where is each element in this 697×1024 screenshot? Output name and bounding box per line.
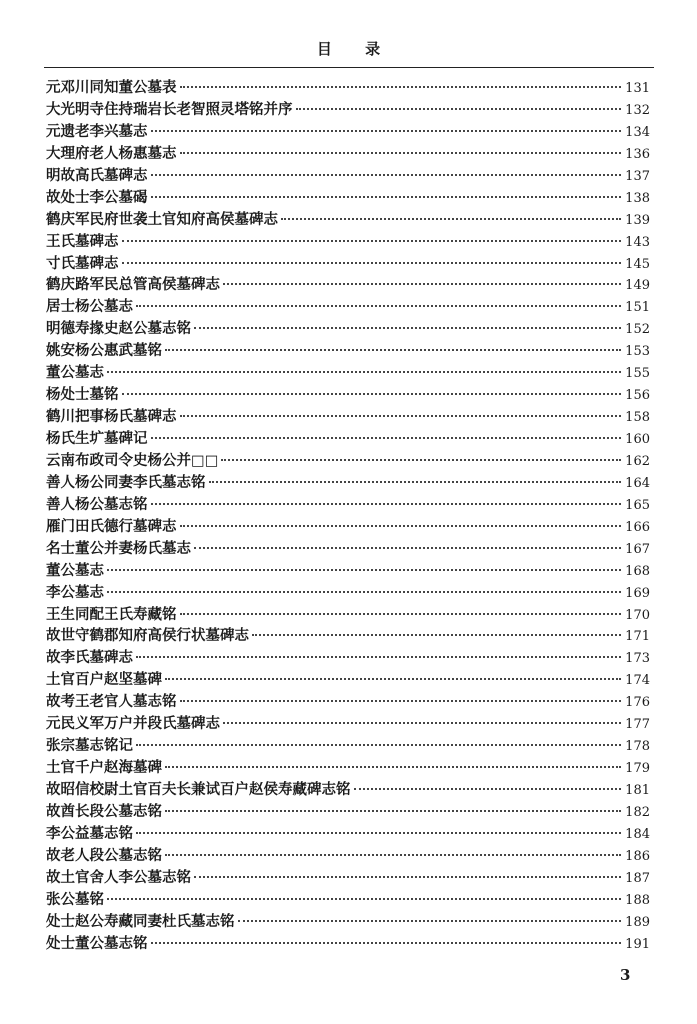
dot-leader bbox=[165, 854, 621, 856]
toc-entry-title: 鹤庆军民府世袭土官知府高侯墓碑志 bbox=[46, 210, 278, 228]
toc-entry-title: 李公益墓志铭 bbox=[46, 824, 133, 842]
toc-entry-title: 姚安杨公惠武墓铭 bbox=[46, 342, 162, 360]
toc-entry[interactable] bbox=[46, 889, 650, 911]
dot-leader bbox=[107, 898, 621, 900]
toc-entry-title: 张公墓铭 bbox=[46, 890, 104, 908]
table-of-contents bbox=[46, 77, 650, 955]
toc-entry-page: 176 bbox=[625, 695, 650, 711]
header-divider bbox=[44, 67, 654, 68]
toc-entry[interactable] bbox=[46, 801, 650, 823]
toc-entry-page: 188 bbox=[625, 892, 650, 908]
dot-leader bbox=[223, 283, 621, 285]
dot-leader bbox=[122, 240, 622, 242]
toc-entry[interactable] bbox=[46, 823, 650, 845]
toc-entry[interactable] bbox=[46, 647, 650, 669]
toc-entry[interactable] bbox=[46, 582, 650, 604]
dot-leader bbox=[194, 327, 621, 329]
toc-entry-page: 132 bbox=[625, 102, 650, 118]
toc-entry-title: 土官千户赵海墓碑 bbox=[46, 759, 162, 777]
toc-entry[interactable] bbox=[46, 911, 650, 933]
dot-leader bbox=[165, 678, 621, 680]
toc-entry-title: 明故高氏墓碑志 bbox=[46, 166, 148, 184]
toc-entry[interactable] bbox=[46, 450, 650, 472]
toc-entry[interactable] bbox=[46, 669, 650, 691]
dot-leader bbox=[165, 349, 621, 351]
toc-entry-page: 191 bbox=[625, 936, 650, 952]
toc-entry-page: 139 bbox=[625, 212, 650, 228]
toc-entry[interactable] bbox=[46, 362, 650, 384]
toc-entry-page: 181 bbox=[625, 783, 650, 798]
toc-entry-title: 元邓川同知董公墓表 bbox=[46, 79, 177, 96]
dot-leader bbox=[165, 810, 621, 812]
toc-entry-page: 178 bbox=[625, 739, 650, 755]
dot-leader bbox=[107, 591, 621, 593]
toc-entry[interactable] bbox=[46, 318, 650, 340]
toc-entry-page: 136 bbox=[625, 146, 650, 162]
toc-entry-title: 故处士李公墓碣 bbox=[46, 188, 148, 206]
toc-entry[interactable] bbox=[46, 604, 650, 626]
toc-entry-title: 元遗老李兴墓志 bbox=[46, 122, 148, 140]
toc-entry-title: 大理府老人杨惠墓志 bbox=[46, 144, 177, 162]
toc-entry-page: 152 bbox=[625, 322, 650, 338]
toc-entry[interactable] bbox=[46, 384, 650, 406]
toc-entry-page: 145 bbox=[625, 256, 650, 272]
toc-entry[interactable] bbox=[46, 428, 650, 450]
toc-entry-title: 云南布政司令史杨公并□□ bbox=[46, 451, 219, 469]
toc-entry[interactable] bbox=[46, 538, 650, 560]
dot-leader bbox=[223, 722, 621, 724]
toc-entry[interactable] bbox=[46, 560, 650, 582]
toc-entry[interactable] bbox=[46, 845, 650, 867]
toc-entry-page: 138 bbox=[625, 190, 650, 206]
toc-entry-page: 177 bbox=[625, 717, 650, 733]
toc-entry[interactable] bbox=[46, 187, 650, 209]
toc-entry-page: 164 bbox=[625, 475, 650, 491]
toc-entry-page: 174 bbox=[625, 673, 650, 689]
dot-leader bbox=[180, 86, 622, 88]
toc-entry[interactable] bbox=[46, 691, 650, 713]
toc-entry-page: 153 bbox=[625, 344, 650, 360]
toc-entry[interactable] bbox=[46, 77, 650, 99]
dot-leader bbox=[180, 700, 622, 702]
toc-entry[interactable] bbox=[46, 867, 650, 889]
toc-entry[interactable] bbox=[46, 757, 650, 779]
toc-entry-page: 168 bbox=[625, 563, 650, 579]
dot-leader bbox=[194, 547, 621, 549]
toc-entry-title: 居士杨公墓志 bbox=[46, 298, 133, 316]
dot-leader bbox=[180, 613, 622, 615]
dot-leader bbox=[151, 174, 622, 176]
dot-leader bbox=[221, 459, 621, 461]
toc-entry-title: 处士赵公寿藏同妻杜氏墓志铭 bbox=[46, 912, 235, 930]
dot-leader bbox=[151, 437, 622, 439]
toc-entry[interactable] bbox=[46, 143, 650, 165]
toc-entry[interactable] bbox=[46, 209, 650, 231]
dot-leader bbox=[180, 152, 622, 154]
toc-entry-page: 189 bbox=[625, 914, 650, 930]
dot-leader bbox=[136, 656, 621, 658]
dot-leader bbox=[165, 766, 621, 768]
toc-entry-page: 179 bbox=[625, 761, 650, 777]
dot-leader bbox=[151, 196, 622, 198]
toc-entry-title: 明德寿掾史赵公墓志铭 bbox=[46, 320, 191, 338]
toc-entry-title: 杨氏生圹墓碑记 bbox=[46, 430, 148, 447]
dot-leader bbox=[281, 218, 621, 220]
toc-entry-title: 处士董公墓志铭 bbox=[46, 934, 148, 952]
toc-entry-title: 元民义军万户并段氏墓碑志 bbox=[46, 715, 220, 733]
dot-leader bbox=[354, 788, 622, 790]
toc-entry-title: 土官百户赵坚墓碑 bbox=[46, 671, 162, 689]
toc-entry[interactable] bbox=[46, 99, 650, 121]
toc-entry-title: 张宗墓志铭记 bbox=[46, 737, 133, 755]
toc-entry-title: 李公墓志 bbox=[46, 583, 104, 601]
toc-entry-page: 166 bbox=[625, 519, 650, 535]
page-title: 目 录 bbox=[316, 40, 395, 58]
dot-leader bbox=[180, 525, 622, 527]
toc-entry[interactable] bbox=[46, 253, 650, 275]
toc-entry[interactable] bbox=[46, 472, 650, 494]
dot-leader bbox=[122, 262, 622, 264]
toc-entry-title: 故酋长段公墓志铭 bbox=[46, 802, 162, 820]
toc-entry-title: 雁门田氏德行墓碑志 bbox=[46, 517, 177, 535]
toc-entry[interactable] bbox=[46, 274, 650, 296]
toc-entry-page: 158 bbox=[625, 410, 650, 426]
toc-entry[interactable] bbox=[46, 340, 650, 362]
toc-entry-page: 160 bbox=[625, 432, 650, 447]
toc-entry[interactable] bbox=[46, 933, 650, 955]
toc-entry-title: 鹤川把事杨氏墓碑志 bbox=[46, 408, 177, 426]
dot-leader bbox=[122, 393, 622, 395]
dot-leader bbox=[107, 569, 621, 571]
toc-entry[interactable] bbox=[46, 165, 650, 187]
toc-entry-page: 170 bbox=[625, 607, 650, 623]
toc-entry-title: 故世守鹤郡知府高侯行状墓碑志 bbox=[46, 627, 249, 645]
toc-entry-page: 184 bbox=[625, 826, 650, 842]
toc-entry-title: 善人杨公墓志铭 bbox=[46, 495, 148, 513]
toc-entry[interactable] bbox=[46, 779, 650, 801]
toc-entry-title: 故老人段公墓志铭 bbox=[46, 846, 162, 864]
toc-entry-page: 151 bbox=[625, 300, 650, 316]
toc-entry-page: 137 bbox=[625, 168, 650, 184]
toc-entry-title: 大光明寺住持瑞岩长老智照灵塔铭并序 bbox=[46, 100, 293, 118]
toc-entry-page: 131 bbox=[625, 81, 650, 96]
toc-entry-page: 167 bbox=[625, 541, 650, 557]
toc-entry-page: 171 bbox=[625, 629, 650, 645]
toc-entry-page: 173 bbox=[625, 651, 650, 667]
dot-leader bbox=[296, 108, 622, 110]
toc-entry[interactable] bbox=[46, 231, 650, 253]
toc-entry[interactable] bbox=[46, 494, 650, 516]
toc-entry[interactable] bbox=[46, 516, 650, 538]
page-number: 3 bbox=[620, 966, 631, 984]
toc-entry-page: 155 bbox=[625, 366, 650, 382]
dot-leader bbox=[136, 744, 621, 746]
toc-entry-title: 杨处士墓铭 bbox=[46, 386, 119, 404]
dot-leader bbox=[136, 832, 621, 834]
dot-leader bbox=[136, 305, 621, 307]
dot-leader bbox=[209, 481, 622, 483]
dot-leader bbox=[194, 876, 621, 878]
toc-entry-title: 名士董公并妻杨氏墓志 bbox=[46, 539, 191, 557]
toc-entry-title: 善人杨公同妻李氏墓志铭 bbox=[46, 473, 206, 491]
toc-entry-page: 156 bbox=[625, 388, 650, 404]
toc-entry-title: 董公墓志 bbox=[46, 364, 104, 382]
toc-entry[interactable] bbox=[46, 735, 650, 757]
toc-entry-title: 故考王老官人墓志铭 bbox=[46, 693, 177, 711]
toc-entry-page: 149 bbox=[625, 278, 650, 294]
dot-leader bbox=[107, 371, 621, 373]
toc-entry[interactable] bbox=[46, 296, 650, 318]
dot-leader bbox=[180, 415, 622, 417]
toc-entry-page: 169 bbox=[625, 585, 650, 601]
dot-leader bbox=[151, 130, 622, 132]
toc-entry-title: 故昭信校尉土官百夫长兼试百户赵侯寿藏碑志铭 bbox=[46, 781, 351, 798]
toc-entry-page: 165 bbox=[625, 497, 650, 513]
toc-entry-page: 182 bbox=[625, 804, 650, 820]
toc-entry[interactable] bbox=[46, 713, 650, 735]
toc-entry-title: 故李氏墓碑志 bbox=[46, 649, 133, 667]
toc-entry-page: 162 bbox=[625, 453, 650, 469]
toc-entry-title: 故土官舍人李公墓志铭 bbox=[46, 868, 191, 886]
toc-entry[interactable] bbox=[46, 121, 650, 143]
dot-leader bbox=[151, 503, 622, 505]
toc-entry[interactable] bbox=[46, 406, 650, 428]
toc-entry-page: 187 bbox=[625, 870, 650, 886]
toc-entry-title: 王生同配王氏寿藏铭 bbox=[46, 605, 177, 623]
toc-entry-title: 寸氏墓碑志 bbox=[46, 254, 119, 272]
dot-leader bbox=[151, 942, 622, 944]
toc-entry-title: 王氏墓碑志 bbox=[46, 232, 119, 250]
toc-entry-page: 186 bbox=[625, 848, 650, 864]
dot-leader bbox=[252, 634, 621, 636]
toc-entry-title: 鹤庆路军民总管高侯墓碑志 bbox=[46, 276, 220, 294]
toc-entry[interactable] bbox=[46, 625, 650, 647]
toc-entry-page: 134 bbox=[625, 124, 650, 140]
toc-entry-title: 董公墓志 bbox=[46, 561, 104, 579]
toc-entry-page: 143 bbox=[625, 234, 650, 250]
dot-leader bbox=[238, 920, 622, 922]
